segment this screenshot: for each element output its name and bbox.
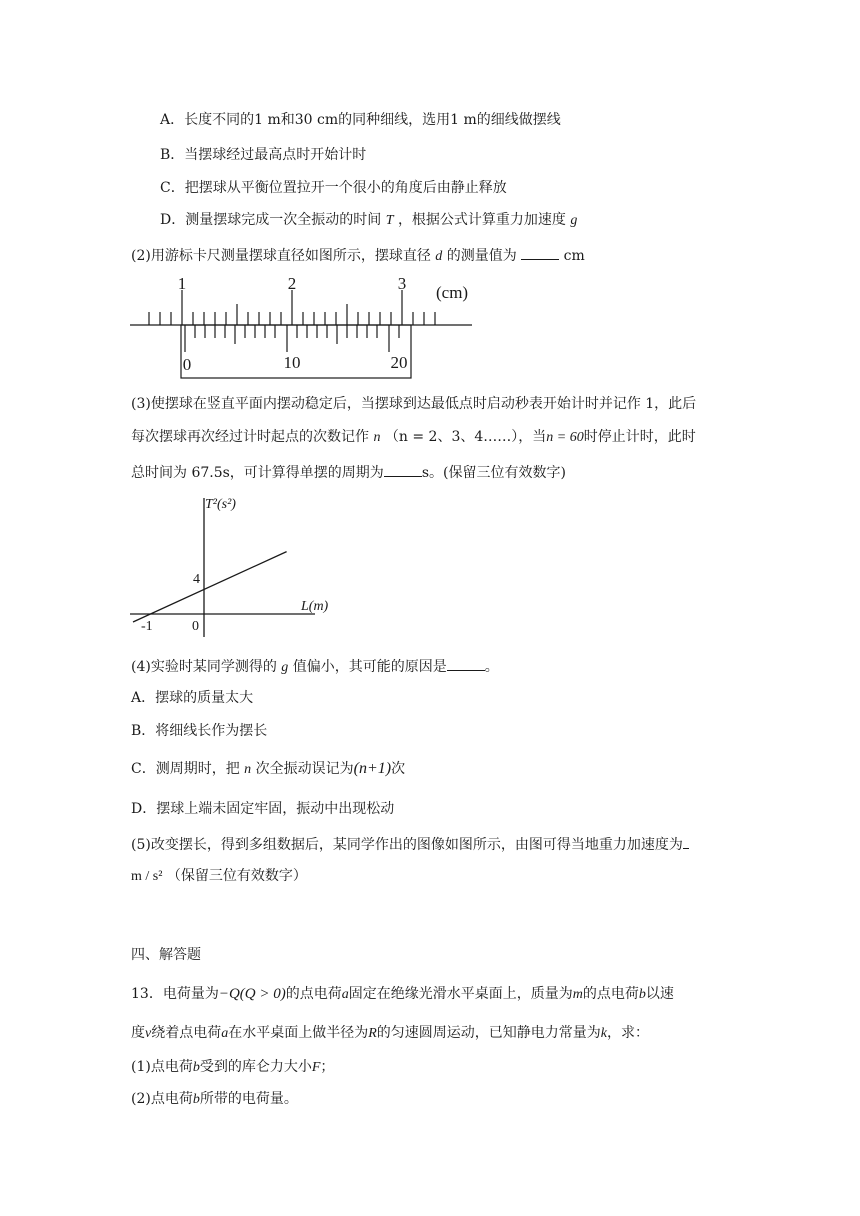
q13-p2-text-b: 所带的电荷量。 <box>199 1091 298 1107</box>
main-label-3: 3 <box>397 274 407 293</box>
part4-text-c: 。 <box>484 659 499 675</box>
option-d-text: D．测量摆球完成一次全振动的时间 <box>160 212 382 228</box>
var-n-eq-60: n = 60 <box>546 430 584 445</box>
part5-line2 <box>131 866 307 887</box>
part5-line1 <box>131 834 689 855</box>
q13-text-1d: 的点电荷 <box>582 986 639 1002</box>
part3-text-2b: ，当 <box>518 429 547 445</box>
option-b <box>160 145 366 165</box>
var-m: m <box>572 987 583 1002</box>
section-title <box>131 945 201 965</box>
part4-option-d-text: D．摆球上端未固定牢固，振动中出现松动 <box>131 801 395 817</box>
graph-series-line <box>133 552 287 622</box>
part4-option-c <box>131 759 405 780</box>
part4-option-b <box>131 721 267 741</box>
option-d <box>160 210 577 231</box>
q13-p1-text-b: 受到的库仑力大小 <box>199 1059 312 1075</box>
q13-p2-text-a: (2)点电荷 <box>131 1091 193 1107</box>
main-scale-ticks <box>149 290 435 325</box>
var-b: b <box>638 987 646 1002</box>
expr-n-plus-1: (n+1) <box>353 760 392 777</box>
q13-text-1e: 以速 <box>645 986 674 1002</box>
answer-blank-period[interactable] <box>384 462 422 477</box>
var-R: R <box>368 1026 377 1041</box>
vernier-ticks <box>185 325 399 352</box>
part2-text-2: 的测量值为 <box>446 248 517 264</box>
part3-text-3b: s。(保留三位有效数字) <box>421 465 566 481</box>
option-c-text: C．把摆球从平衡位置拉开一个很小的角度后由静止释放 <box>160 180 507 196</box>
part5-note: （保留三位有效数字） <box>166 868 307 884</box>
part2-text: (2)用游标卡尺测量摆球直径如图所示，摆球直径 <box>131 248 431 264</box>
part4-text-b: 值偏小，其可能的原因是 <box>292 659 447 675</box>
option-d-text-2: ，根据公式计算重力加速度 <box>397 212 566 228</box>
part3-text-3a: 总时间为 67.5s，可计算得单摆的周期为 <box>131 465 384 481</box>
part4-text-a: (4)实验时某同学测得的 <box>131 659 277 675</box>
var-a-2: a <box>221 1026 229 1041</box>
part4-option-c-text-b: 次全振动误记为 <box>255 761 354 777</box>
vernier-label-20: 20 <box>390 353 408 372</box>
t2-l-graph <box>125 492 340 642</box>
q13-text-1c: 固定在绝缘光滑水平桌面上，质量为 <box>348 986 573 1002</box>
part4-option-a-text: A．摆球的质量太大 <box>131 690 254 706</box>
main-label-1: 1 <box>177 274 187 293</box>
var-k: k <box>600 1026 607 1041</box>
part3-line1 <box>131 394 696 414</box>
q13-line2 <box>131 1023 649 1044</box>
answer-blank-diameter[interactable] <box>521 245 559 260</box>
q13-text-2d: 的匀速圆周运动，已知静电力常量为 <box>376 1025 601 1041</box>
x-axis-label: L(m) <box>301 599 329 614</box>
var-v: v <box>145 1026 152 1041</box>
var-d: d <box>435 249 443 264</box>
q13-p1-text-c: ； <box>320 1059 335 1075</box>
var-a: a <box>341 987 349 1002</box>
q13-text-2e: ，求： <box>607 1025 649 1041</box>
q13-part1 <box>131 1057 334 1078</box>
var-n-2: n <box>244 762 252 777</box>
q13-text-2b: 绕着点电荷 <box>151 1025 222 1041</box>
q13-text-1b: 的点电荷 <box>285 986 342 1002</box>
var-F: F <box>311 1060 321 1075</box>
part3-line3 <box>131 462 566 483</box>
part4-option-a <box>131 688 253 708</box>
var-g: g <box>570 213 578 228</box>
option-c <box>160 178 507 198</box>
part4-option-c-text-a: C．测周期时，把 <box>131 761 240 777</box>
expr-neg-Q: −Q(Q > 0) <box>218 986 286 1002</box>
q13-text-1a: 13．电荷量为 <box>131 986 219 1002</box>
q13-p1-text-a: (1)点电荷 <box>131 1059 193 1075</box>
tick-label-4: 4 <box>193 572 200 587</box>
answer-blank-g[interactable] <box>683 834 689 849</box>
var-b-3: b <box>192 1092 200 1107</box>
part3-text-2c: 时停止计时，此时 <box>583 429 696 445</box>
vernier-caliper-figure <box>125 268 480 383</box>
tick-label-neg1: -1 <box>141 619 153 634</box>
part5-text-1: (5)改变摆长，得到多组数据后，某同学作出的图像如图所示，由图可得当地重力加速度为 <box>131 837 683 853</box>
part3-text-2a: 每次摆球再次经过计时起点的次数记作 <box>131 429 369 445</box>
q13-line1 <box>131 984 674 1005</box>
part3-text-1: (3)使摆球在竖直平面内摆动稳定后，当摆球到达最低点时启动秒表开始计时并记作 1，此后 <box>131 396 697 412</box>
part5-unit: m / s² <box>131 869 163 884</box>
part4-option-c-text-c: 次 <box>391 761 406 777</box>
q13-part2 <box>131 1089 298 1110</box>
y-axis-label: T²(s²) <box>205 497 236 512</box>
q13-text-2c: 在水平桌面上做半径为 <box>228 1025 369 1041</box>
main-label-2: 2 <box>287 274 297 293</box>
option-b-text: B．当摆球经过最高点时开始计时 <box>160 147 367 163</box>
option-a-text: A．长度不同的1 m和30 cm的同种细线，选用1 m的细线做摆线 <box>160 112 561 128</box>
part4-stem <box>131 656 499 678</box>
part2-unit: cm <box>563 248 585 264</box>
option-a <box>160 110 561 130</box>
var-n: n <box>373 430 381 445</box>
var-g-2: g <box>281 660 289 675</box>
answer-blank-reason[interactable] <box>447 656 485 671</box>
part4-option-b-text: B．将细线长作为摆长 <box>131 723 268 739</box>
part4-option-d <box>131 799 394 819</box>
vernier-label-10: 10 <box>283 353 301 372</box>
part3-n-range: （n = 2、3、4……） <box>384 429 519 445</box>
var-T: T <box>385 213 394 228</box>
unit-label-cm: (cm) <box>436 283 469 302</box>
part3-line2 <box>131 427 696 448</box>
q13-text-2a: 度 <box>131 1025 145 1041</box>
tick-label-0: 0 <box>192 619 199 634</box>
section-title-text: 四、解答题 <box>131 947 201 963</box>
part2-stem <box>131 245 585 267</box>
var-b-2: b <box>192 1060 200 1075</box>
vernier-label-0: 0 <box>182 355 192 374</box>
